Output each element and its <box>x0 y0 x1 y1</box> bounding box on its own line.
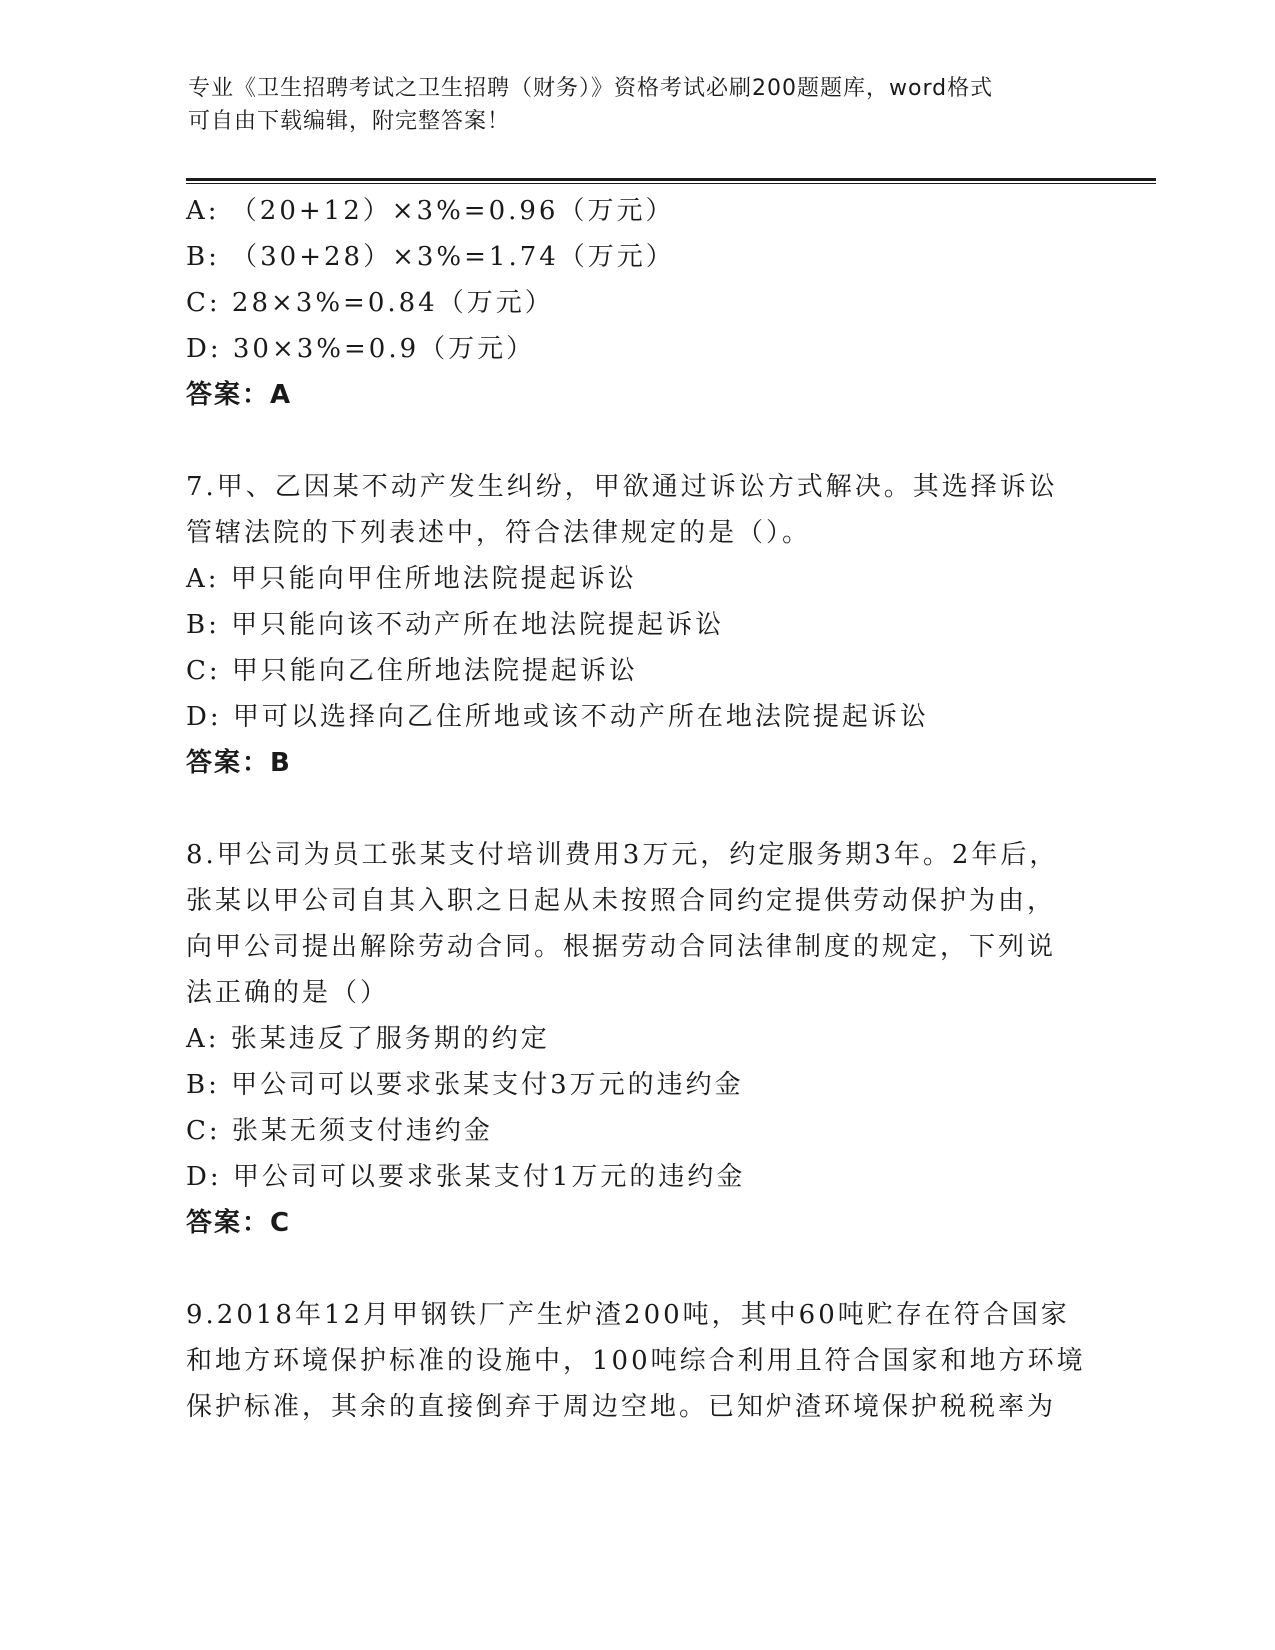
spacer <box>186 786 1086 832</box>
q8-option-a: A: 张某违反了服务期的约定 <box>186 1024 550 1054</box>
q7-answer: 答案：B <box>186 748 292 778</box>
question-8 <box>186 832 1086 1246</box>
q6-answer: 答案：A <box>186 380 293 410</box>
spacer <box>186 1246 1086 1292</box>
q8-option-d: D: 甲公司可以要求张某支付1万元的违约金 <box>186 1162 746 1192</box>
spacer <box>186 418 1086 464</box>
q9-stem-line-3: 保护标准，其余的直接倒弃于周边空地。已知炉渣环境保护税税率为 <box>186 1392 1057 1422</box>
document-body <box>186 188 1086 1430</box>
header-divider-thick <box>186 178 1156 181</box>
q6-option-d: D: 30×3%=0.9（万元） <box>186 334 536 364</box>
q7-stem-line-2: 管辖法院的下列表述中，符合法律规定的是（）。 <box>186 518 812 548</box>
q9-stem-line-1: 9.2018年12月甲钢铁厂产生炉渣200吨，其中60吨贮存在符合国家 <box>186 1300 1070 1330</box>
header-line-1: 专业《卫生招聘考试之卫生招聘（财务）》资格考试必刷200题题库，word格式 <box>188 76 994 101</box>
q7-option-a: A: 甲只能向甲住所地法院提起诉讼 <box>186 564 637 594</box>
q8-option-c: C: 张某无须支付违约金 <box>186 1116 493 1146</box>
q7-option-d: D: 甲可以选择向乙住所地或该不动产所在地法院提起诉讼 <box>186 702 929 732</box>
header-divider-thin <box>186 183 1156 184</box>
question-9 <box>186 1292 1086 1430</box>
q7-option-b: B: 甲只能向该不动产所在地法院提起诉讼 <box>186 610 725 640</box>
q7-stem-line-1: 7.甲、乙因某不动产发生纠纷，甲欲通过诉讼方式解决。其选择诉讼 <box>186 472 1058 502</box>
q7-option-c: C: 甲只能向乙住所地法院提起诉讼 <box>186 656 638 686</box>
question-6 <box>186 188 1086 418</box>
q8-stem-line-2: 张某以甲公司自其入职之日起从未按照合同约定提供劳动保护为由， <box>186 886 1057 916</box>
q9-stem-line-2: 和地方环境保护标准的设施中，100吨综合利用且符合国家和地方环境 <box>186 1346 1086 1376</box>
header-line-2: 可自由下载编辑，附完整答案！ <box>188 109 511 134</box>
q8-stem-line-4: 法正确的是（） <box>186 978 390 1008</box>
document-header <box>188 72 1088 138</box>
q8-answer: 答案：C <box>186 1208 292 1238</box>
q6-option-b: B: （30+28）×3%=1.74（万元） <box>186 242 675 272</box>
q8-stem-line-1: 8.甲公司为员工张某支付培训费用3万元，约定服务期3年。2年后， <box>186 840 1059 870</box>
q8-option-b: B: 甲公司可以要求张某支付3万元的违约金 <box>186 1070 744 1100</box>
question-7 <box>186 464 1086 786</box>
q8-stem-line-3: 向甲公司提出解除劳动合同。根据劳动合同法律制度的规定，下列说 <box>186 932 1057 962</box>
q6-option-c: C: 28×3%=0.84（万元） <box>186 288 554 318</box>
q6-option-a: A: （20+12）×3%=0.96（万元） <box>186 196 675 226</box>
